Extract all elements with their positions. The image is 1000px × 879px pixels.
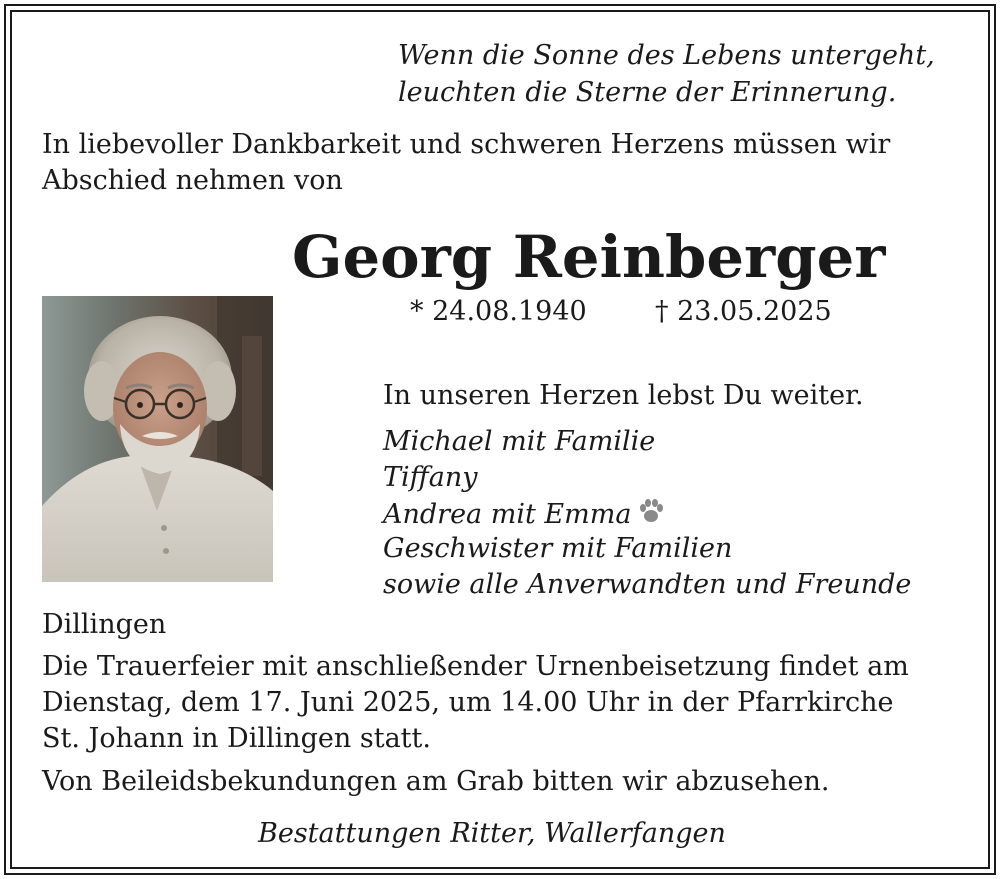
ceremony-line-3: St. Johann in Dillingen statt. xyxy=(42,723,431,754)
mourner-4: Geschwister mit Familien xyxy=(383,533,733,564)
mourner-2: Tiffany xyxy=(383,462,478,493)
portrait-image xyxy=(42,296,273,582)
condolences-note: Von Beileidsbekundungen am Grab bitten wir abzusehen. xyxy=(42,766,830,797)
quote-line-1: Wenn die Sonne des Lebens untergeht, xyxy=(398,40,935,71)
ceremony-line-1: Die Trauerfeier mit anschließender Urnenbeisetzung findet am xyxy=(42,651,909,682)
intro-line-2: Abschied nehmen von xyxy=(42,165,343,196)
place: Dillingen xyxy=(42,609,167,640)
mourner-3-line xyxy=(383,497,665,533)
ceremony-line-2: Dienstag, dem 17. Juni 2025, um 14.00 Uhr in der Pfarrkirche xyxy=(42,687,894,718)
portrait-photo xyxy=(42,296,273,582)
intro-line-1: In liebevoller Dankbarkeit und schweren Herzens müssen wir xyxy=(42,129,891,160)
undertaker: Bestattungen Ritter, Wallerfangen xyxy=(258,818,726,849)
mourner-3: Andrea mit Emma xyxy=(383,499,632,530)
paw-icon xyxy=(637,497,665,533)
mourner-5: sowie alle Anverwandten und Freunde xyxy=(383,569,912,600)
quote-line-2: leuchten die Sterne der Erinnerung. xyxy=(398,77,897,108)
birth-date: * 24.08.1940 xyxy=(410,296,587,327)
deceased-name: Georg Reinberger xyxy=(292,223,886,291)
mourner-1: Michael mit Familie xyxy=(383,426,656,457)
motto: In unseren Herzen lebst Du weiter. xyxy=(383,380,864,411)
death-date: † 23.05.2025 xyxy=(655,296,832,327)
